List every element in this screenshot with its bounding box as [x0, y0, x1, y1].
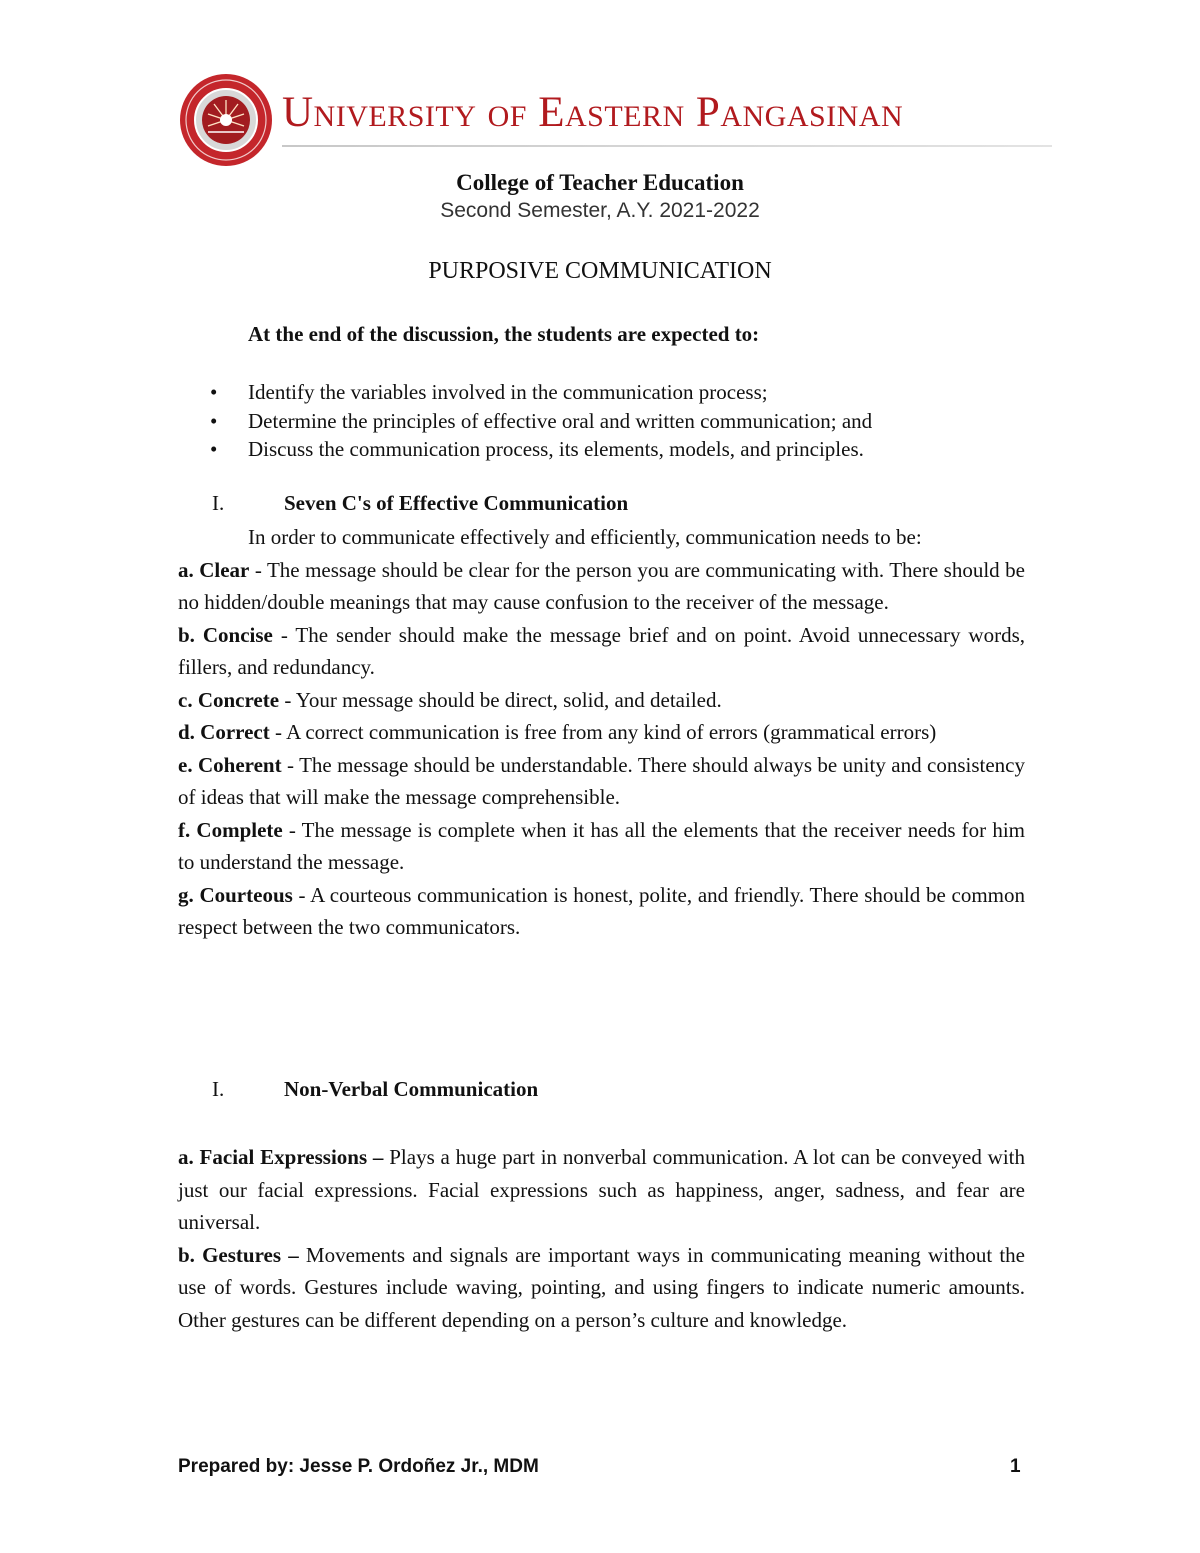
term-label: a. Clear: [178, 557, 250, 582]
list-item: [178, 554, 1025, 619]
term-definition: Movements and signals are important ways in communicating meaning without the use of words. Gestures include waving, pointing, and using fingers to indicate numeric amounts. Other gestures can be different depending on a person’s culture and knowledge.: [178, 1242, 1025, 1332]
seven-cs-body: [178, 521, 1025, 944]
term-label: f. Complete: [178, 817, 283, 842]
section-heading-seven-cs: [212, 491, 628, 516]
term-label: g. Courteous: [178, 882, 293, 907]
term-definition: - Your message should be direct, solid, and detailed.: [279, 687, 722, 712]
list-item: [178, 879, 1025, 944]
term-definition: - The sender should make the message brief and on point. Avoid unnecessary words, fillers, and redundancy.: [178, 622, 1025, 679]
term-definition: - The message should be clear for the person you are communicating with. There should be no hidden/double meanings that may cause confusion to the receiver of the message.: [178, 557, 1025, 614]
university-seal-icon: [178, 72, 274, 168]
term-definition: - A correct communication is free from any kind of errors (grammatical errors): [269, 720, 937, 744]
term-label: b. Concise: [178, 622, 273, 647]
list-item: [178, 716, 1025, 749]
section-title: Seven C's of Effective Communication: [284, 491, 629, 515]
term-label: e. Coherent: [178, 752, 282, 777]
objectives-list: [210, 378, 1050, 464]
course-title: PURPOSIVE COMMUNICATION: [428, 258, 772, 284]
term-definition: - The message should be understandable. There should always be unity and consistency of ideas that will make the message comprehensible.: [178, 752, 1025, 809]
non-verbal-body: [178, 1141, 1025, 1336]
page-number: 1: [1010, 1456, 1021, 1477]
section-heading-non-verbal: [212, 1077, 538, 1102]
college-name: College of Teacher Education: [456, 170, 744, 195]
list-item: [178, 814, 1025, 879]
term-label: a. Facial Expressions –: [178, 1145, 384, 1169]
university-name: University of Eastern Pangasinan: [282, 89, 904, 136]
list-item: [178, 1239, 1025, 1337]
section-title: Non-Verbal Communication: [284, 1077, 539, 1101]
semester-label: Second Semester, A.Y. 2021-2022: [440, 199, 760, 222]
prepared-by: Prepared by: Jesse P. Ordoñez Jr., MDM: [178, 1456, 539, 1477]
term-definition: - A courteous communication is honest, polite, and friendly. There should be common respect between the two communicators.: [178, 882, 1025, 939]
term-label: c. Concrete: [178, 687, 280, 712]
list-item: [178, 749, 1025, 814]
objectives-heading: At the end of the discussion, the students are expected to:: [248, 322, 760, 346]
term-label: b. Gestures –: [178, 1242, 299, 1267]
letterhead-rule: [282, 145, 1052, 147]
letterhead: [178, 72, 1058, 172]
list-item: [178, 684, 1025, 717]
list-item: • Identify the variables involved in the communication process;: [210, 378, 1050, 407]
list-item: [178, 1141, 1025, 1239]
section-number: I.: [212, 491, 225, 515]
list-item: • Discuss the communication process, its elements, models, and principles.: [210, 435, 1050, 464]
section-number: I.: [212, 1077, 225, 1101]
term-label: d. Correct: [178, 720, 270, 744]
term-definition: - The message is complete when it has all the elements that the receiver needs for him to understand the message.: [178, 817, 1025, 874]
list-item: [178, 619, 1025, 684]
term-definition: Plays a huge part in nonverbal communication. A lot can be conveyed with just our facial expressions. Facial expressions such as happiness, anger, sadness, and fear are universal.: [178, 1145, 1026, 1234]
section-intro: In order to communicate effectively and efficiently, communication needs to be:: [248, 525, 922, 549]
list-item: • Determine the principles of effective oral and written communication; and: [210, 407, 1050, 436]
